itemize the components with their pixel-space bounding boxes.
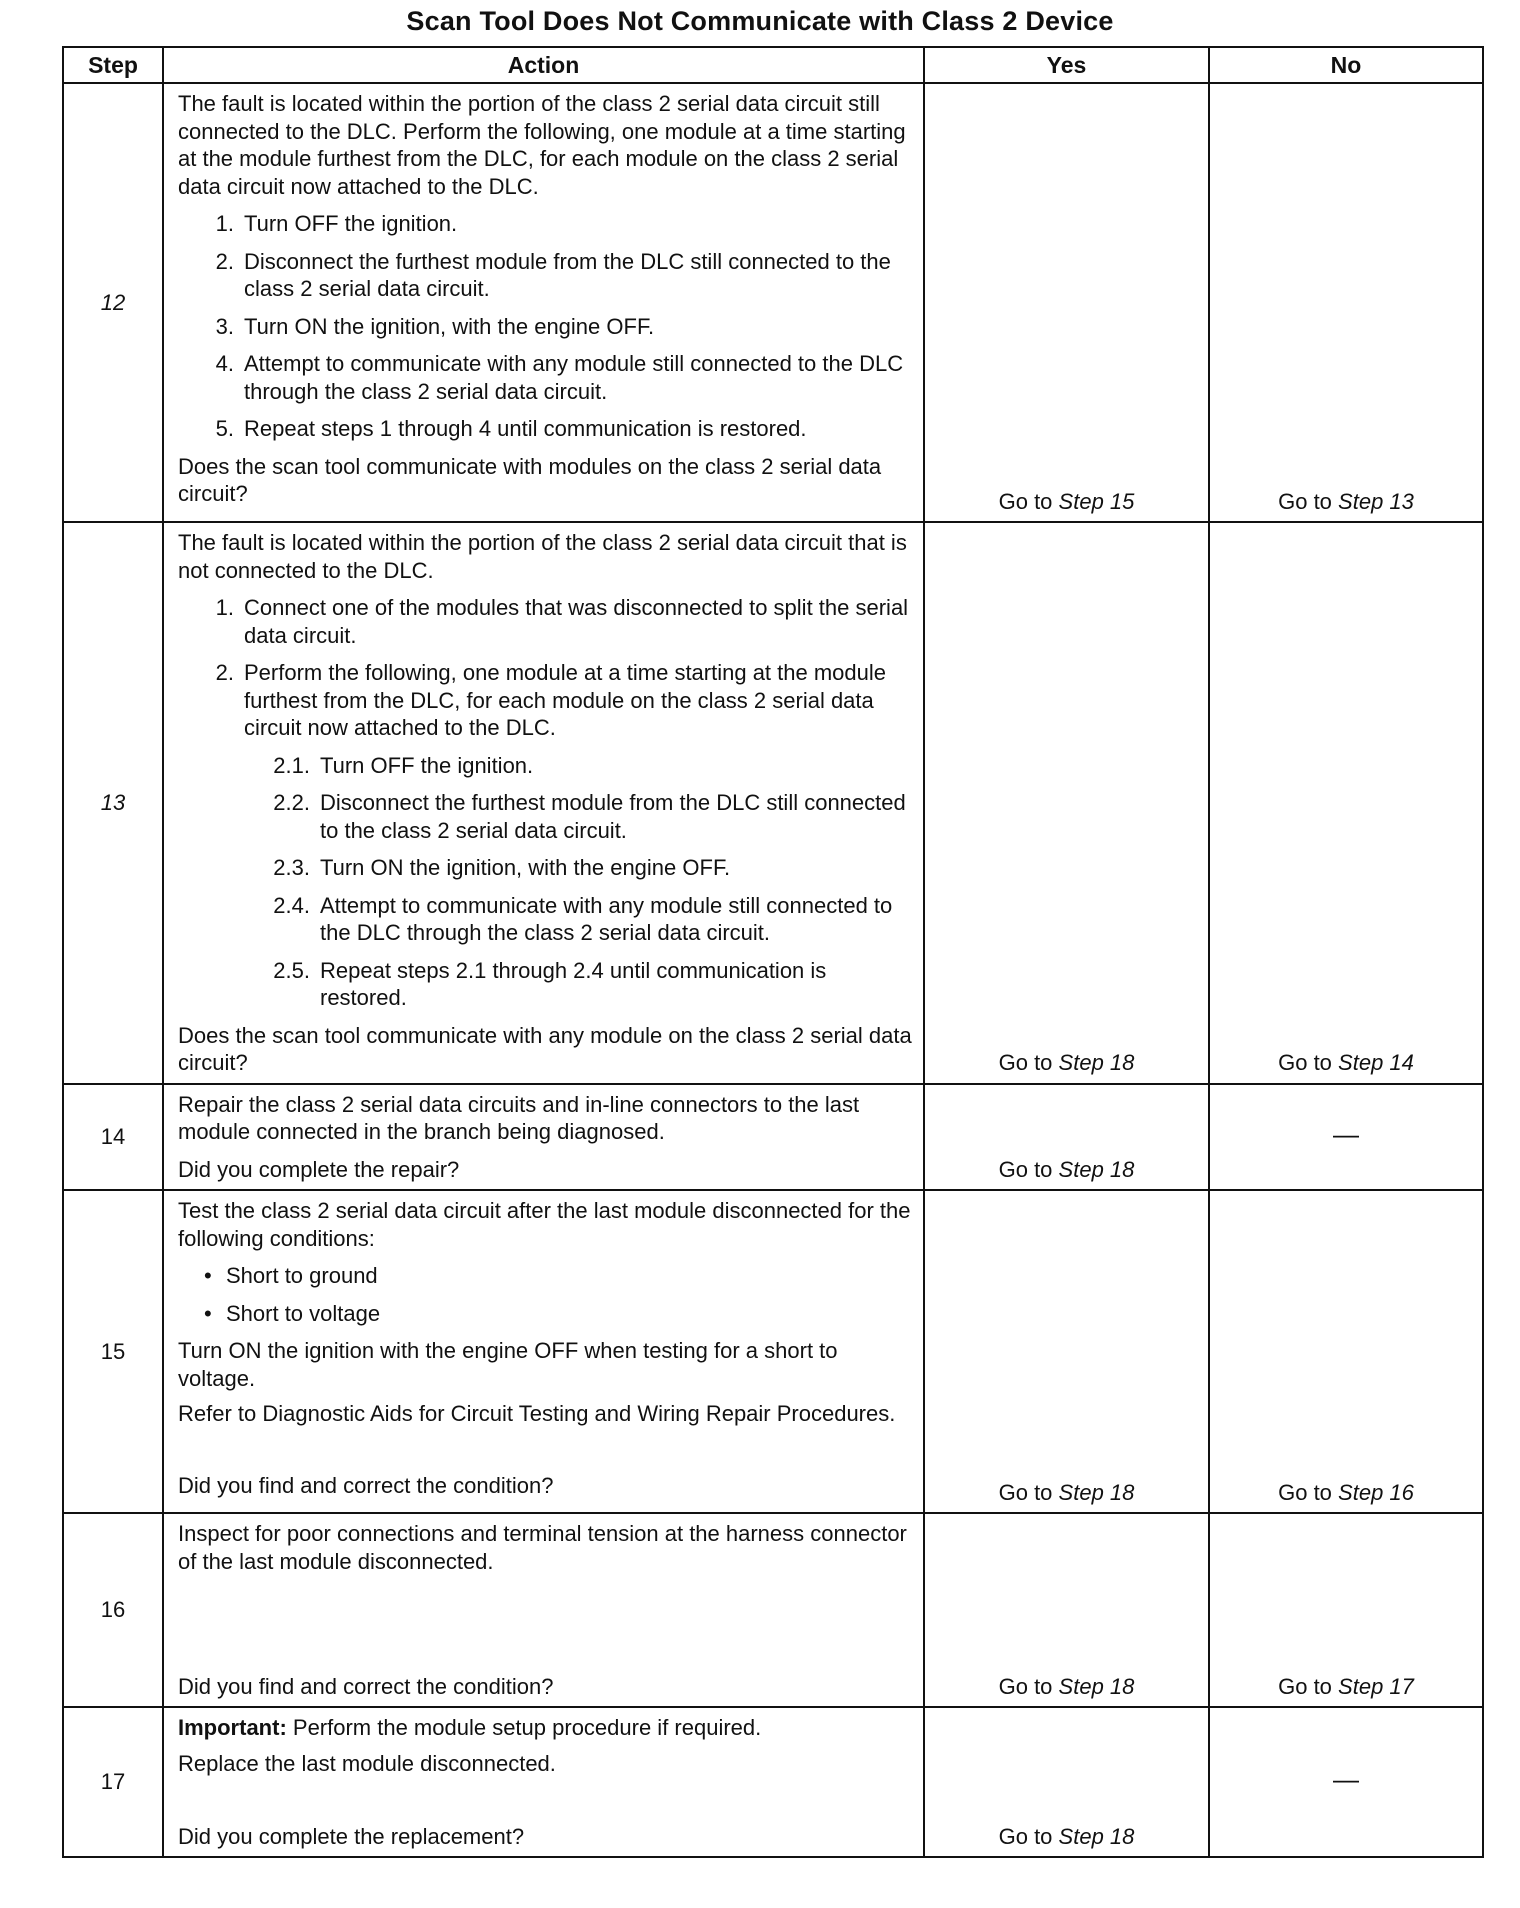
yes-step-link: Step 18: [1058, 1156, 1135, 1182]
sub-list-item: 2.1. Turn OFF the ignition.: [273, 752, 534, 778]
table-row-step-15: [63, 1190, 1483, 1513]
list-item: 1. Connect one of the modules that was disconnected to split the serial data circuit.: [215, 595, 909, 648]
action-question: Does the scan tool communicate with any module on the class 2 serial data circuit?: [178, 1022, 912, 1075]
step-number: 12: [63, 83, 163, 522]
header-step: Step: [63, 47, 163, 83]
yes-step-link: Step 15: [1058, 488, 1135, 514]
table-row-step-14: [63, 1084, 1483, 1191]
step-number: 16: [63, 1513, 163, 1707]
action-question: Did you find and correct the condition?: [178, 1673, 554, 1699]
action-question: Did you find and correct the condition?: [178, 1472, 554, 1498]
action-intro: Inspect for poor connections and terminal tension at the harness connector of the last module disconnected.: [178, 1521, 907, 1574]
action-question: Did you complete the repair?: [178, 1156, 460, 1182]
header-no: No: [1209, 47, 1483, 83]
table-row-step-16: [63, 1513, 1483, 1707]
yes-cell: Go to Step 18: [924, 1707, 1209, 1857]
action-intro: Replace the last module disconnected.: [178, 1750, 556, 1776]
action-cell: [163, 1084, 924, 1191]
list-item: 1. Turn OFF the ignition.: [215, 211, 458, 236]
no-cell: —: [1209, 1084, 1483, 1191]
no-cell: Go to Step 17: [1209, 1513, 1483, 1707]
step-number: 17: [63, 1707, 163, 1857]
step-number: 14: [63, 1084, 163, 1191]
action-question: Does the scan tool communicate with modules on the class 2 serial data circuit?: [178, 453, 882, 506]
no-cell: Go to Step 13: [1209, 83, 1483, 522]
yes-step-link: Step 18: [1058, 1479, 1135, 1505]
no-step-link: Step 17: [1338, 1673, 1414, 1699]
action-intro: The fault is located within the portion of the class 2 serial data circuit still connected to the DLC. Perform the following, one module at a time starting at the module furthest from the DLC, for each module on the class 2 serial data circuit now attached to the DLC.: [178, 91, 906, 199]
bullet-item: • Short to voltage: [204, 1300, 381, 1326]
yes-cell: Go to Step 18: [924, 1084, 1209, 1191]
yes-cell: Go to Step 18: [924, 522, 1209, 1084]
table-row-step-12: [63, 83, 1483, 522]
action-question: Did you complete the replacement?: [178, 1823, 525, 1849]
header-yes: Yes: [924, 47, 1209, 83]
list-item: 2. Perform the following, one module at a time starting at the module furthest from the DLC, for each module on the class 2 serial data circuit now attached to the DLC.: [215, 660, 887, 740]
action-intro: Test the class 2 serial data circuit after the last module disconnected for the following conditions:: [178, 1198, 911, 1251]
action-intro: Repair the class 2 serial data circuits and in-line connectors to the last module connected in the branch being diagnosed.: [178, 1091, 860, 1144]
important-note: Important: Perform the module setup procedure if required.: [178, 1715, 762, 1740]
yes-cell: Go to Step 18: [924, 1190, 1209, 1513]
table-row-step-17: [63, 1707, 1483, 1857]
no-cell: —: [1209, 1707, 1483, 1857]
action-cell: [163, 1707, 924, 1857]
action-cell: [163, 1513, 924, 1707]
action-cell: [163, 83, 924, 522]
action-cell: [163, 1190, 924, 1513]
list-item: 3. Turn ON the ignition, with the engine OFF.: [215, 313, 655, 339]
no-step-link: Step 13: [1338, 488, 1414, 514]
list-item: 4. Attempt to communicate with any module still connected to the DLC through the class 2 serial data circuit.: [215, 351, 904, 404]
header-action: Action: [163, 47, 924, 83]
yes-step-link: Step 18: [1058, 1673, 1135, 1699]
list-item: 5. Repeat steps 1 through 4 until communication is restored.: [215, 416, 807, 441]
action-intro: The fault is located within the portion of the class 2 serial data circuit that is not connected to the DLC.: [178, 530, 907, 583]
table-row-step-13: [63, 522, 1483, 1084]
sub-list-item: 2.3. Turn ON the ignition, with the engine OFF.: [273, 855, 731, 880]
action-note: Turn ON the ignition with the engine OFF when testing for a short to voltage.: [178, 1338, 838, 1391]
no-cell: Go to Step 16: [1209, 1190, 1483, 1513]
table-header-row: [63, 47, 1483, 83]
page-title: Scan Tool Does Not Communicate with Class 2 Device: [406, 6, 1114, 36]
action-note: Refer to Diagnostic Aids for Circuit Testing and Wiring Repair Procedures.: [178, 1401, 896, 1426]
important-label: Important:: [178, 1715, 287, 1740]
no-step-link: Step 14: [1338, 1050, 1414, 1075]
diagnostic-table: [62, 46, 1484, 1858]
no-step-link: Step 16: [1338, 1479, 1414, 1505]
sub-list-item: 2.5. Repeat steps 2.1 through 2.4 until communication is restored.: [273, 957, 827, 1010]
action-cell: [163, 522, 924, 1084]
no-cell: Go to Step 14: [1209, 522, 1483, 1084]
list-item: 2. Disconnect the furthest module from the DLC still connected to the class 2 serial data circuit.: [215, 248, 891, 301]
yes-step-link: Step 18: [1058, 1823, 1135, 1849]
yes-cell: Go to Step 18: [924, 1513, 1209, 1707]
bullet-item: • Short to ground: [204, 1263, 378, 1288]
yes-cell: Go to Step 15: [924, 83, 1209, 522]
step-number: 13: [63, 522, 163, 1084]
yes-step-link: Step 18: [1058, 1050, 1135, 1075]
sub-list-item: 2.4. Attempt to communicate with any module still connected to the DLC through the class 2 serial data circuit.: [273, 892, 893, 945]
sub-list-item: 2.2. Disconnect the furthest module from the DLC still connected to the class 2 serial data circuit.: [273, 790, 906, 843]
step-number: 15: [63, 1190, 163, 1513]
